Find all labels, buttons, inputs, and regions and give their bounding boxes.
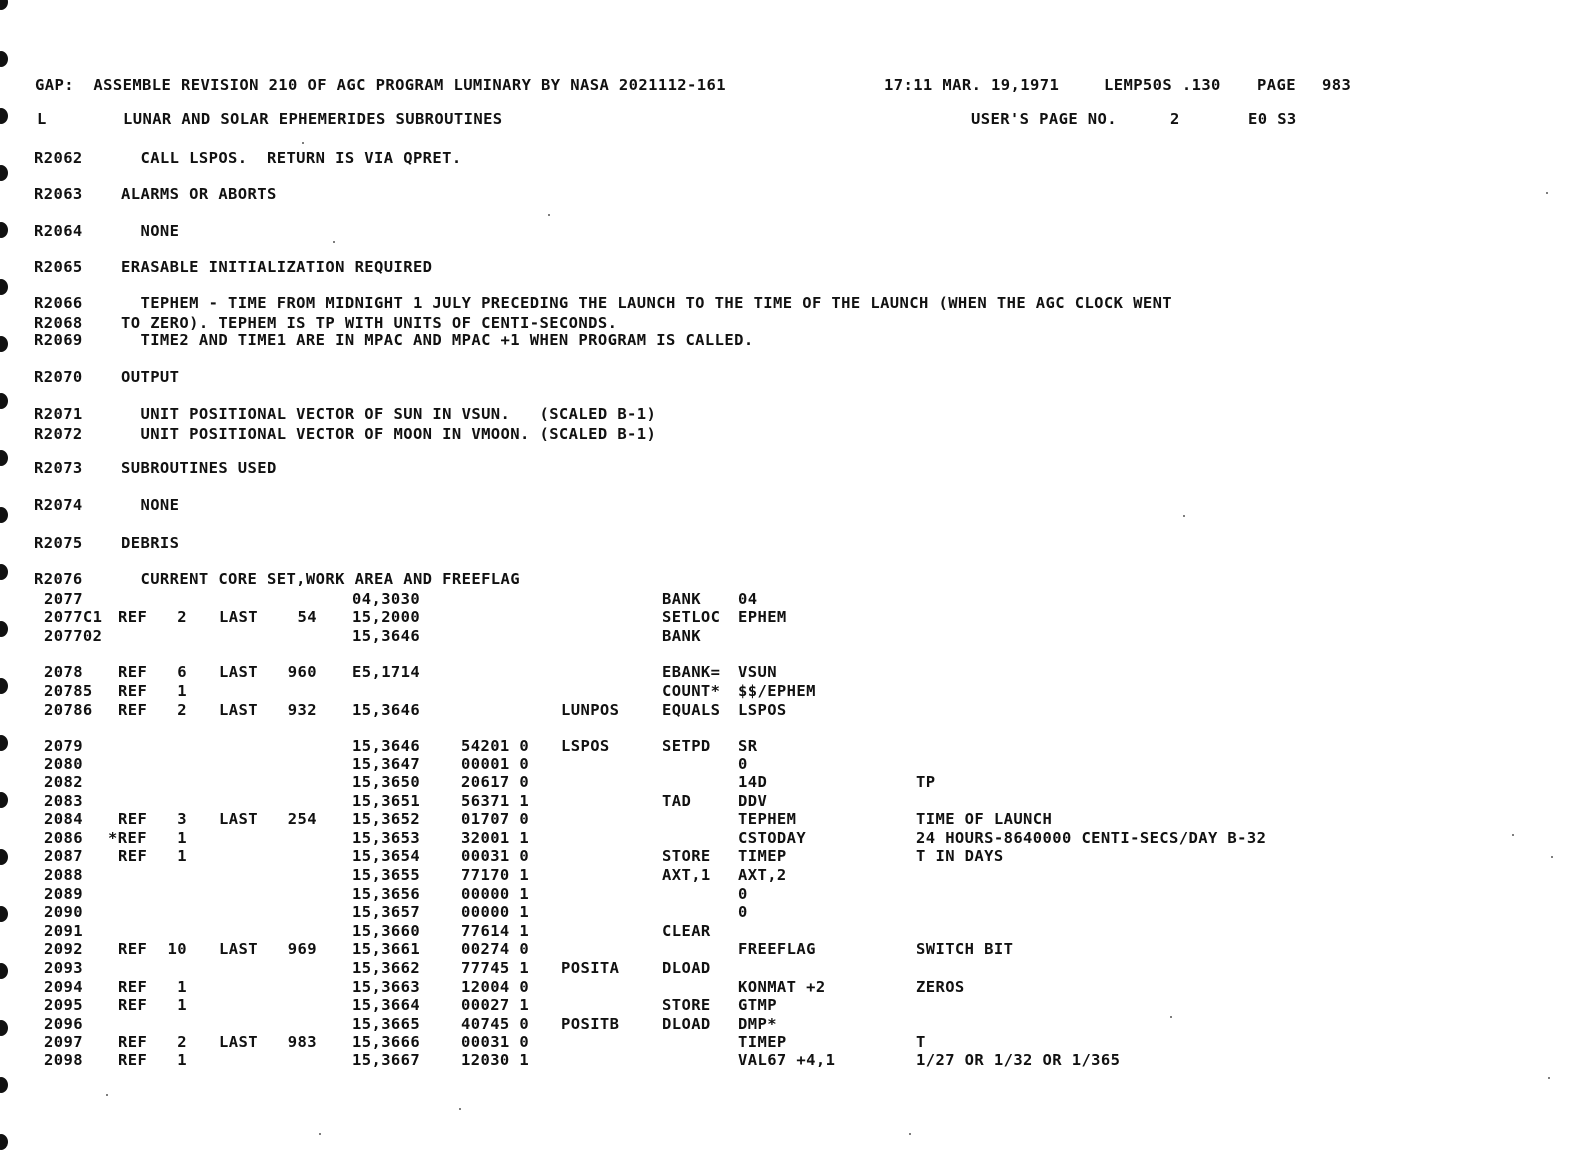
comment-text: CURRENT CORE SET,WORK AREA AND FREEFLAG	[121, 570, 521, 588]
line-comment: ZEROS	[916, 978, 965, 996]
xref-marker: REF	[118, 940, 148, 958]
address: 15,3663	[352, 978, 421, 996]
listing-row	[0, 755, 1560, 773]
address: 15,3655	[352, 866, 421, 884]
octal-code: 12030 1	[461, 1051, 530, 1069]
octal-code: 40745 0	[461, 1015, 530, 1033]
opcode: BANK	[662, 627, 701, 645]
octal-code: 00000 1	[461, 885, 530, 903]
comment-ref: R2063	[34, 185, 83, 203]
listing-row	[0, 737, 1560, 755]
comment-ref: R2070	[34, 368, 83, 386]
operand: FREEFLAG	[738, 940, 816, 958]
address: E5,1714	[352, 663, 421, 681]
line-number: 2090	[44, 903, 83, 921]
ref-count: 1	[177, 829, 187, 847]
comment-ref: R2074	[34, 496, 83, 514]
line-comment: T	[916, 1033, 926, 1051]
listing-row	[0, 829, 1560, 847]
opcode: DLOAD	[662, 959, 711, 977]
users-page-label: USER'S PAGE NO.	[971, 110, 1117, 128]
operand: VSUN	[738, 663, 777, 681]
octal-code: 20617 0	[461, 773, 530, 791]
ref-count: 2	[177, 701, 187, 719]
line-comment: SWITCH BIT	[916, 940, 1014, 958]
listing-row	[0, 773, 1560, 791]
operand: $$/EPHEM	[738, 682, 816, 700]
line-comment: 1/27 OR 1/32 OR 1/365	[916, 1051, 1121, 1069]
listing-row	[0, 590, 1560, 608]
comment-text: ALARMS OR ABORTS	[121, 185, 277, 203]
header-title: GAP: ASSEMBLE REVISION 210 OF AGC PROGRAM LUMINARY BY NASA 2021112-161	[35, 76, 726, 94]
opcode: STORE	[662, 847, 711, 865]
listing-row	[0, 978, 1560, 996]
octal-code: 00031 0	[461, 847, 530, 865]
address: 15,3660	[352, 922, 421, 940]
last-number: 54	[297, 608, 317, 626]
listing-row	[0, 847, 1560, 865]
operand: 0	[738, 885, 748, 903]
line-number: 2077C1	[44, 608, 103, 626]
operand: LSPOS	[738, 701, 787, 719]
listing-row	[0, 1051, 1560, 1069]
section-title: LUNAR AND SOLAR EPHEMERIDES SUBROUTINES	[123, 110, 503, 128]
opcode: BANK	[662, 590, 701, 608]
listing-row	[0, 682, 1560, 700]
address: 15,2000	[352, 608, 421, 626]
line-number: 20785	[44, 682, 93, 700]
listing-row	[0, 810, 1560, 828]
ref-count: 2	[177, 608, 187, 626]
opcode: CLEAR	[662, 922, 711, 940]
line-number: 2092	[44, 940, 83, 958]
octal-code: 12004 0	[461, 978, 530, 996]
address: 15,3662	[352, 959, 421, 977]
xref-marker: REF	[118, 847, 148, 865]
operand: 14D	[738, 773, 768, 791]
line-number: 2088	[44, 866, 83, 884]
ref-count: 1	[177, 847, 187, 865]
comment-ref: R2065	[34, 258, 83, 276]
last-number: 932	[287, 701, 317, 719]
octal-code: 00274 0	[461, 940, 530, 958]
listing-row	[0, 996, 1560, 1014]
opcode: AXT,1	[662, 866, 711, 884]
xref-marker: REF	[118, 608, 148, 626]
xref-marker: REF	[118, 1033, 148, 1051]
last-label: LAST	[219, 608, 258, 626]
line-number: 2083	[44, 792, 83, 810]
listing-row	[0, 701, 1560, 719]
comment-ref: R2072	[34, 425, 83, 443]
ref-count: 2	[177, 1033, 187, 1051]
line-number: 2077	[44, 590, 83, 608]
subheader-code: L	[37, 110, 47, 128]
header-timestamp: 17:11 MAR. 19,1971	[884, 76, 1060, 94]
comment-text: NONE	[121, 222, 180, 240]
line-number: 2094	[44, 978, 83, 996]
operand: 0	[738, 903, 748, 921]
line-comment: TP	[916, 773, 936, 791]
line-number: 2080	[44, 755, 83, 773]
address: 15,3665	[352, 1015, 421, 1033]
comment-text: NONE	[121, 496, 180, 514]
comment-ref: R2075	[34, 534, 83, 552]
address: 15,3646	[352, 701, 421, 719]
address: 15,3646	[352, 737, 421, 755]
comment-text: TO ZERO). TEPHEM IS TP WITH UNITS OF CENTI-SECONDS.	[121, 314, 618, 332]
address: 15,3661	[352, 940, 421, 958]
address: 15,3651	[352, 792, 421, 810]
opcode: SETLOC	[662, 608, 721, 626]
comment-ref: R2068	[34, 314, 83, 332]
address: 15,3656	[352, 885, 421, 903]
ref-count: 3	[177, 810, 187, 828]
operand: TIMEP	[738, 1033, 787, 1051]
address: 15,3664	[352, 996, 421, 1014]
line-number: 2082	[44, 773, 83, 791]
opcode: EBANK=	[662, 663, 721, 681]
address: 04,3030	[352, 590, 421, 608]
operand: 0	[738, 755, 748, 773]
xref-marker: *REF	[108, 829, 147, 847]
last-number: 983	[287, 1033, 317, 1051]
xref-marker: REF	[118, 810, 148, 828]
last-label: LAST	[219, 1033, 258, 1051]
octal-code: 56371 1	[461, 792, 530, 810]
operand: DMP*	[738, 1015, 777, 1033]
line-number: 2087	[44, 847, 83, 865]
line-number: 2084	[44, 810, 83, 828]
ref-count: 1	[177, 682, 187, 700]
listing-row	[0, 922, 1560, 940]
address: 15,3647	[352, 755, 421, 773]
comment-text: ERASABLE INITIALIZATION REQUIRED	[121, 258, 433, 276]
operand: SR	[738, 737, 758, 755]
operand: AXT,2	[738, 866, 787, 884]
opcode: EQUALS	[662, 701, 721, 719]
operand: TIMEP	[738, 847, 787, 865]
operand: GTMP	[738, 996, 777, 1014]
address: 15,3667	[352, 1051, 421, 1069]
comment-text: SUBROUTINES USED	[121, 459, 277, 477]
operand: 04	[738, 590, 758, 608]
last-label: LAST	[219, 940, 258, 958]
last-label: LAST	[219, 701, 258, 719]
xref-marker: REF	[118, 978, 148, 996]
octal-code: 00000 1	[461, 903, 530, 921]
line-number: 2096	[44, 1015, 83, 1033]
address: 15,3666	[352, 1033, 421, 1051]
address: 15,3653	[352, 829, 421, 847]
listing-row	[0, 627, 1560, 645]
comment-text: OUTPUT	[121, 368, 180, 386]
line-number: 20786	[44, 701, 93, 719]
listing-row	[0, 663, 1560, 681]
xref-marker: REF	[118, 701, 148, 719]
last-number: 960	[287, 663, 317, 681]
opcode: STORE	[662, 996, 711, 1014]
opcode: DLOAD	[662, 1015, 711, 1033]
operand: VAL67 +4,1	[738, 1051, 836, 1069]
opcode: SETPD	[662, 737, 711, 755]
line-comment: 24 HOURS-8640000 CENTI-SECS/DAY B-32	[916, 829, 1267, 847]
ref-count: 1	[177, 978, 187, 996]
comment-ref: R2062	[34, 149, 83, 167]
octal-code: 77614 1	[461, 922, 530, 940]
comment-ref: R2069	[34, 331, 83, 349]
listing-row	[0, 959, 1560, 977]
listing-row	[0, 866, 1560, 884]
line-number: 207702	[44, 627, 103, 645]
line-comment: T IN DAYS	[916, 847, 1004, 865]
line-number: 2089	[44, 885, 83, 903]
listing-row	[0, 792, 1560, 810]
line-number: 2093	[44, 959, 83, 977]
operand: TEPHEM	[738, 810, 797, 828]
octal-code: 54201 0	[461, 737, 530, 755]
octal-code: 00031 0	[461, 1033, 530, 1051]
line-comment: TIME OF LAUNCH	[916, 810, 1053, 828]
comment-text: DEBRIS	[121, 534, 180, 552]
listing-row	[0, 1015, 1560, 1033]
symbol-label: LUNPOS	[561, 701, 620, 719]
opcode: COUNT*	[662, 682, 721, 700]
octal-code: 32001 1	[461, 829, 530, 847]
comment-ref: R2073	[34, 459, 83, 477]
listing-row	[0, 608, 1560, 626]
symbol-label: POSITB	[561, 1015, 620, 1033]
address: 15,3654	[352, 847, 421, 865]
last-number: 254	[287, 810, 317, 828]
xref-marker: REF	[118, 1051, 148, 1069]
ref-count: 10	[167, 940, 187, 958]
line-number: 2086	[44, 829, 83, 847]
line-number: 2097	[44, 1033, 83, 1051]
comment-ref: R2076	[34, 570, 83, 588]
operand: CSTODAY	[738, 829, 807, 847]
address: 15,3646	[352, 627, 421, 645]
octal-code: 01707 0	[461, 810, 530, 828]
xref-marker: REF	[118, 663, 148, 681]
header-page-label: PAGE	[1257, 76, 1296, 94]
line-number: 2095	[44, 996, 83, 1014]
comment-ref: R2071	[34, 405, 83, 423]
opcode: TAD	[662, 792, 692, 810]
ref-count: 1	[177, 996, 187, 1014]
last-label: LAST	[219, 663, 258, 681]
comment-ref: R2066	[34, 294, 83, 312]
comment-text: TEPHEM - TIME FROM MIDNIGHT 1 JULY PRECEDING THE LAUNCH TO THE TIME OF THE LAUNCH (WHEN THE AGC CLOCK WENT	[121, 294, 1173, 312]
line-number: 2078	[44, 663, 83, 681]
address: 15,3650	[352, 773, 421, 791]
octal-code: 00027 1	[461, 996, 530, 1014]
xref-marker: REF	[118, 682, 148, 700]
octal-code: 77170 1	[461, 866, 530, 884]
users-page-number: 2	[1170, 110, 1180, 128]
symbol-label: POSITA	[561, 959, 620, 977]
listing-row	[0, 885, 1560, 903]
last-label: LAST	[219, 810, 258, 828]
octal-code: 77745 1	[461, 959, 530, 977]
operand: KONMAT +2	[738, 978, 826, 996]
line-number: 2098	[44, 1051, 83, 1069]
symbol-label: LSPOS	[561, 737, 610, 755]
listing-row	[0, 1033, 1560, 1051]
comment-text: UNIT POSITIONAL VECTOR OF SUN IN VSUN. (SCALED B-1)	[121, 405, 657, 423]
listing-row	[0, 903, 1560, 921]
operand: EPHEM	[738, 608, 787, 626]
header-file: LEMP50S .130	[1104, 76, 1221, 94]
comment-text: UNIT POSITIONAL VECTOR OF MOON IN VMOON. (SCALED B-1)	[121, 425, 657, 443]
comment-text: TIME2 AND TIME1 ARE IN MPAC AND MPAC +1 WHEN PROGRAM IS CALLED.	[121, 331, 754, 349]
ref-count: 6	[177, 663, 187, 681]
ref-count: 1	[177, 1051, 187, 1069]
listing-row	[0, 940, 1560, 958]
address: 15,3657	[352, 903, 421, 921]
subheader-extra: E0 S3	[1248, 110, 1297, 128]
comment-ref: R2064	[34, 222, 83, 240]
operand: DDV	[738, 792, 768, 810]
line-number: 2079	[44, 737, 83, 755]
octal-code: 00001 0	[461, 755, 530, 773]
xref-marker: REF	[118, 996, 148, 1014]
last-number: 969	[287, 940, 317, 958]
header-page-number: 983	[1322, 76, 1352, 94]
line-number: 2091	[44, 922, 83, 940]
comment-text: CALL LSPOS. RETURN IS VIA QPRET.	[121, 149, 462, 167]
address: 15,3652	[352, 810, 421, 828]
